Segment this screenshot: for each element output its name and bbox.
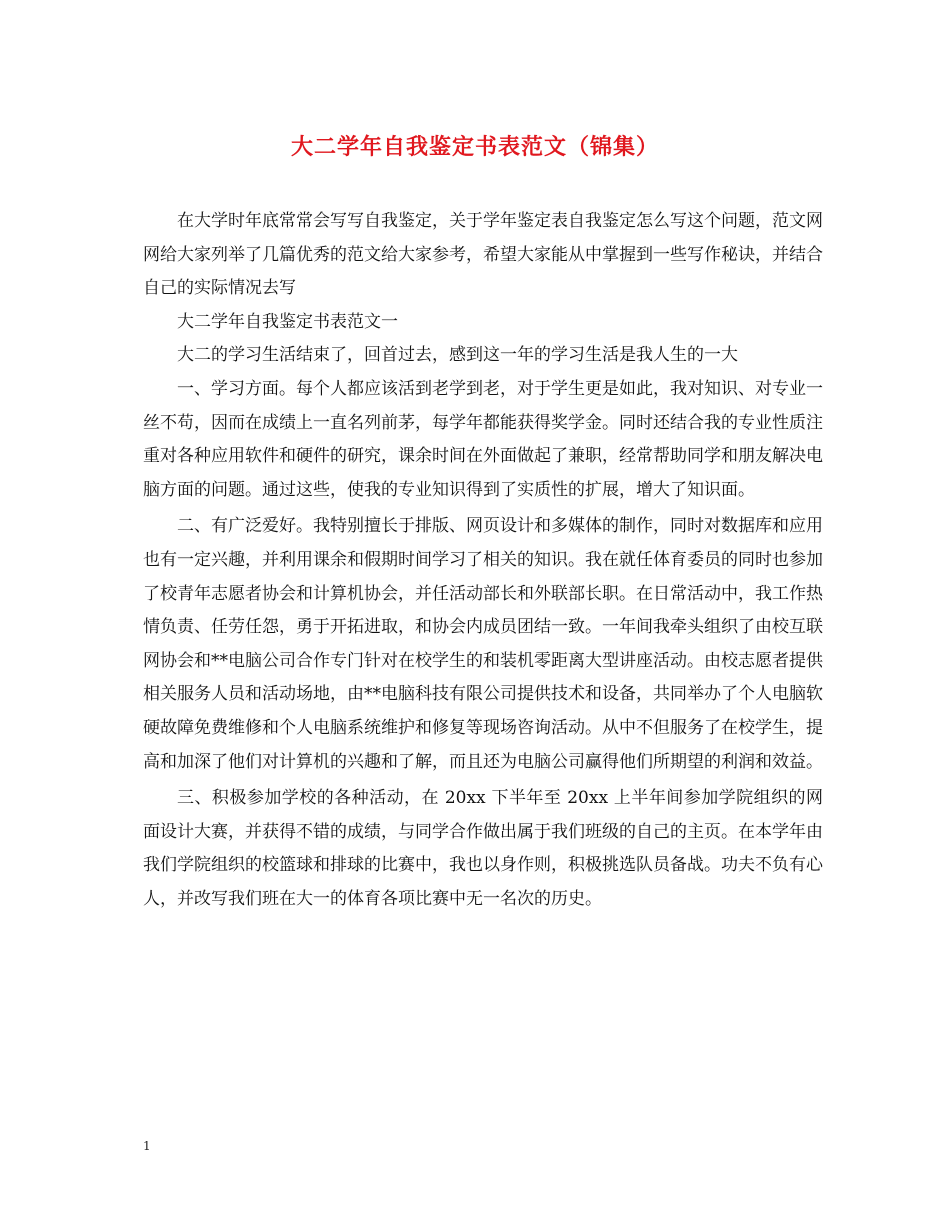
activities-paragraph: 三、积极参加学校的各种活动，在 20xx 下半年至 20xx 上半年间参加学院组织的网面设计大赛，并获得不错的成绩，与同学合作做出属于我们班级的自己的主页。在本学年由我们学院组织的校篮球和排球的比赛中，我也以身作则，积极挑选队员备战。功夫不负有心人，并改写我们班在大一的体育各项比赛中无一名次的历史。: [143, 788, 823, 909]
hobbies-paragraph: 二、有广泛爱好。我特别擅长于排版、网页设计和多媒体的制作，同时对数据库和应用也有一定兴趣，并利用课余和假期时间学习了相关的知识。我在就任体育委员的同时也参加了校青年志愿者协会和计算机协会，并任活动部长和外联部长职。在日常活动中，我工作热情负责、任劳任怨，勇于开拓进取，和协会内成员团结一致。一年间我牵头组织了由校互联网协会和**电脑公司合作专门针对在校学生的和装机零距离大型讲座活动。由校志愿者提供相关服务人员和活动场地，由**电脑科技有限公司提供技术和设备，共同举办了个人电脑软硬故障免费维修和个人电脑系统维护和修复等现场咨询活动。从中不但服务了在校学生，提高和加深了他们对计算机的兴趣和了解，而且还为电脑公司赢得他们所期望的利润和效益。: [143, 516, 823, 772]
lead-paragraph: 大二的学习生活结束了，回首过去，感到这一年的学习生活是我人生的一大: [177, 345, 738, 366]
document-body: [143, 205, 823, 916]
section-heading: 大二学年自我鉴定书表范文一: [177, 311, 398, 332]
study-paragraph: 一、学习方面。每个人都应该活到老学到老，对于学生更是如此，我对知识、对专业一丝不苟，因而在成绩上一直名列前茅，每学年都能获得奖学金。同时还结合我的专业性质注重对各种应用软件和硬件的研究，课余时间在外面做起了兼职，经常帮助同学和朋友解决电脑方面的问题。通过这些，使我的专业知识得到了实质性的扩展，增大了知识面。: [143, 378, 823, 500]
page-title: 大二学年自我鉴定书表范文（锦集）: [290, 134, 659, 160]
page-number: 1: [143, 1139, 151, 1153]
intro-paragraph: 在大学时年底常常会写写自我鉴定，关于学年鉴定表自我鉴定怎么写这个问题，范文网网给大家列举了几篇优秀的范文给大家参考，希望大家能从中掌握到一些写作秘诀，并结合自己的实际情况去写: [143, 211, 823, 299]
